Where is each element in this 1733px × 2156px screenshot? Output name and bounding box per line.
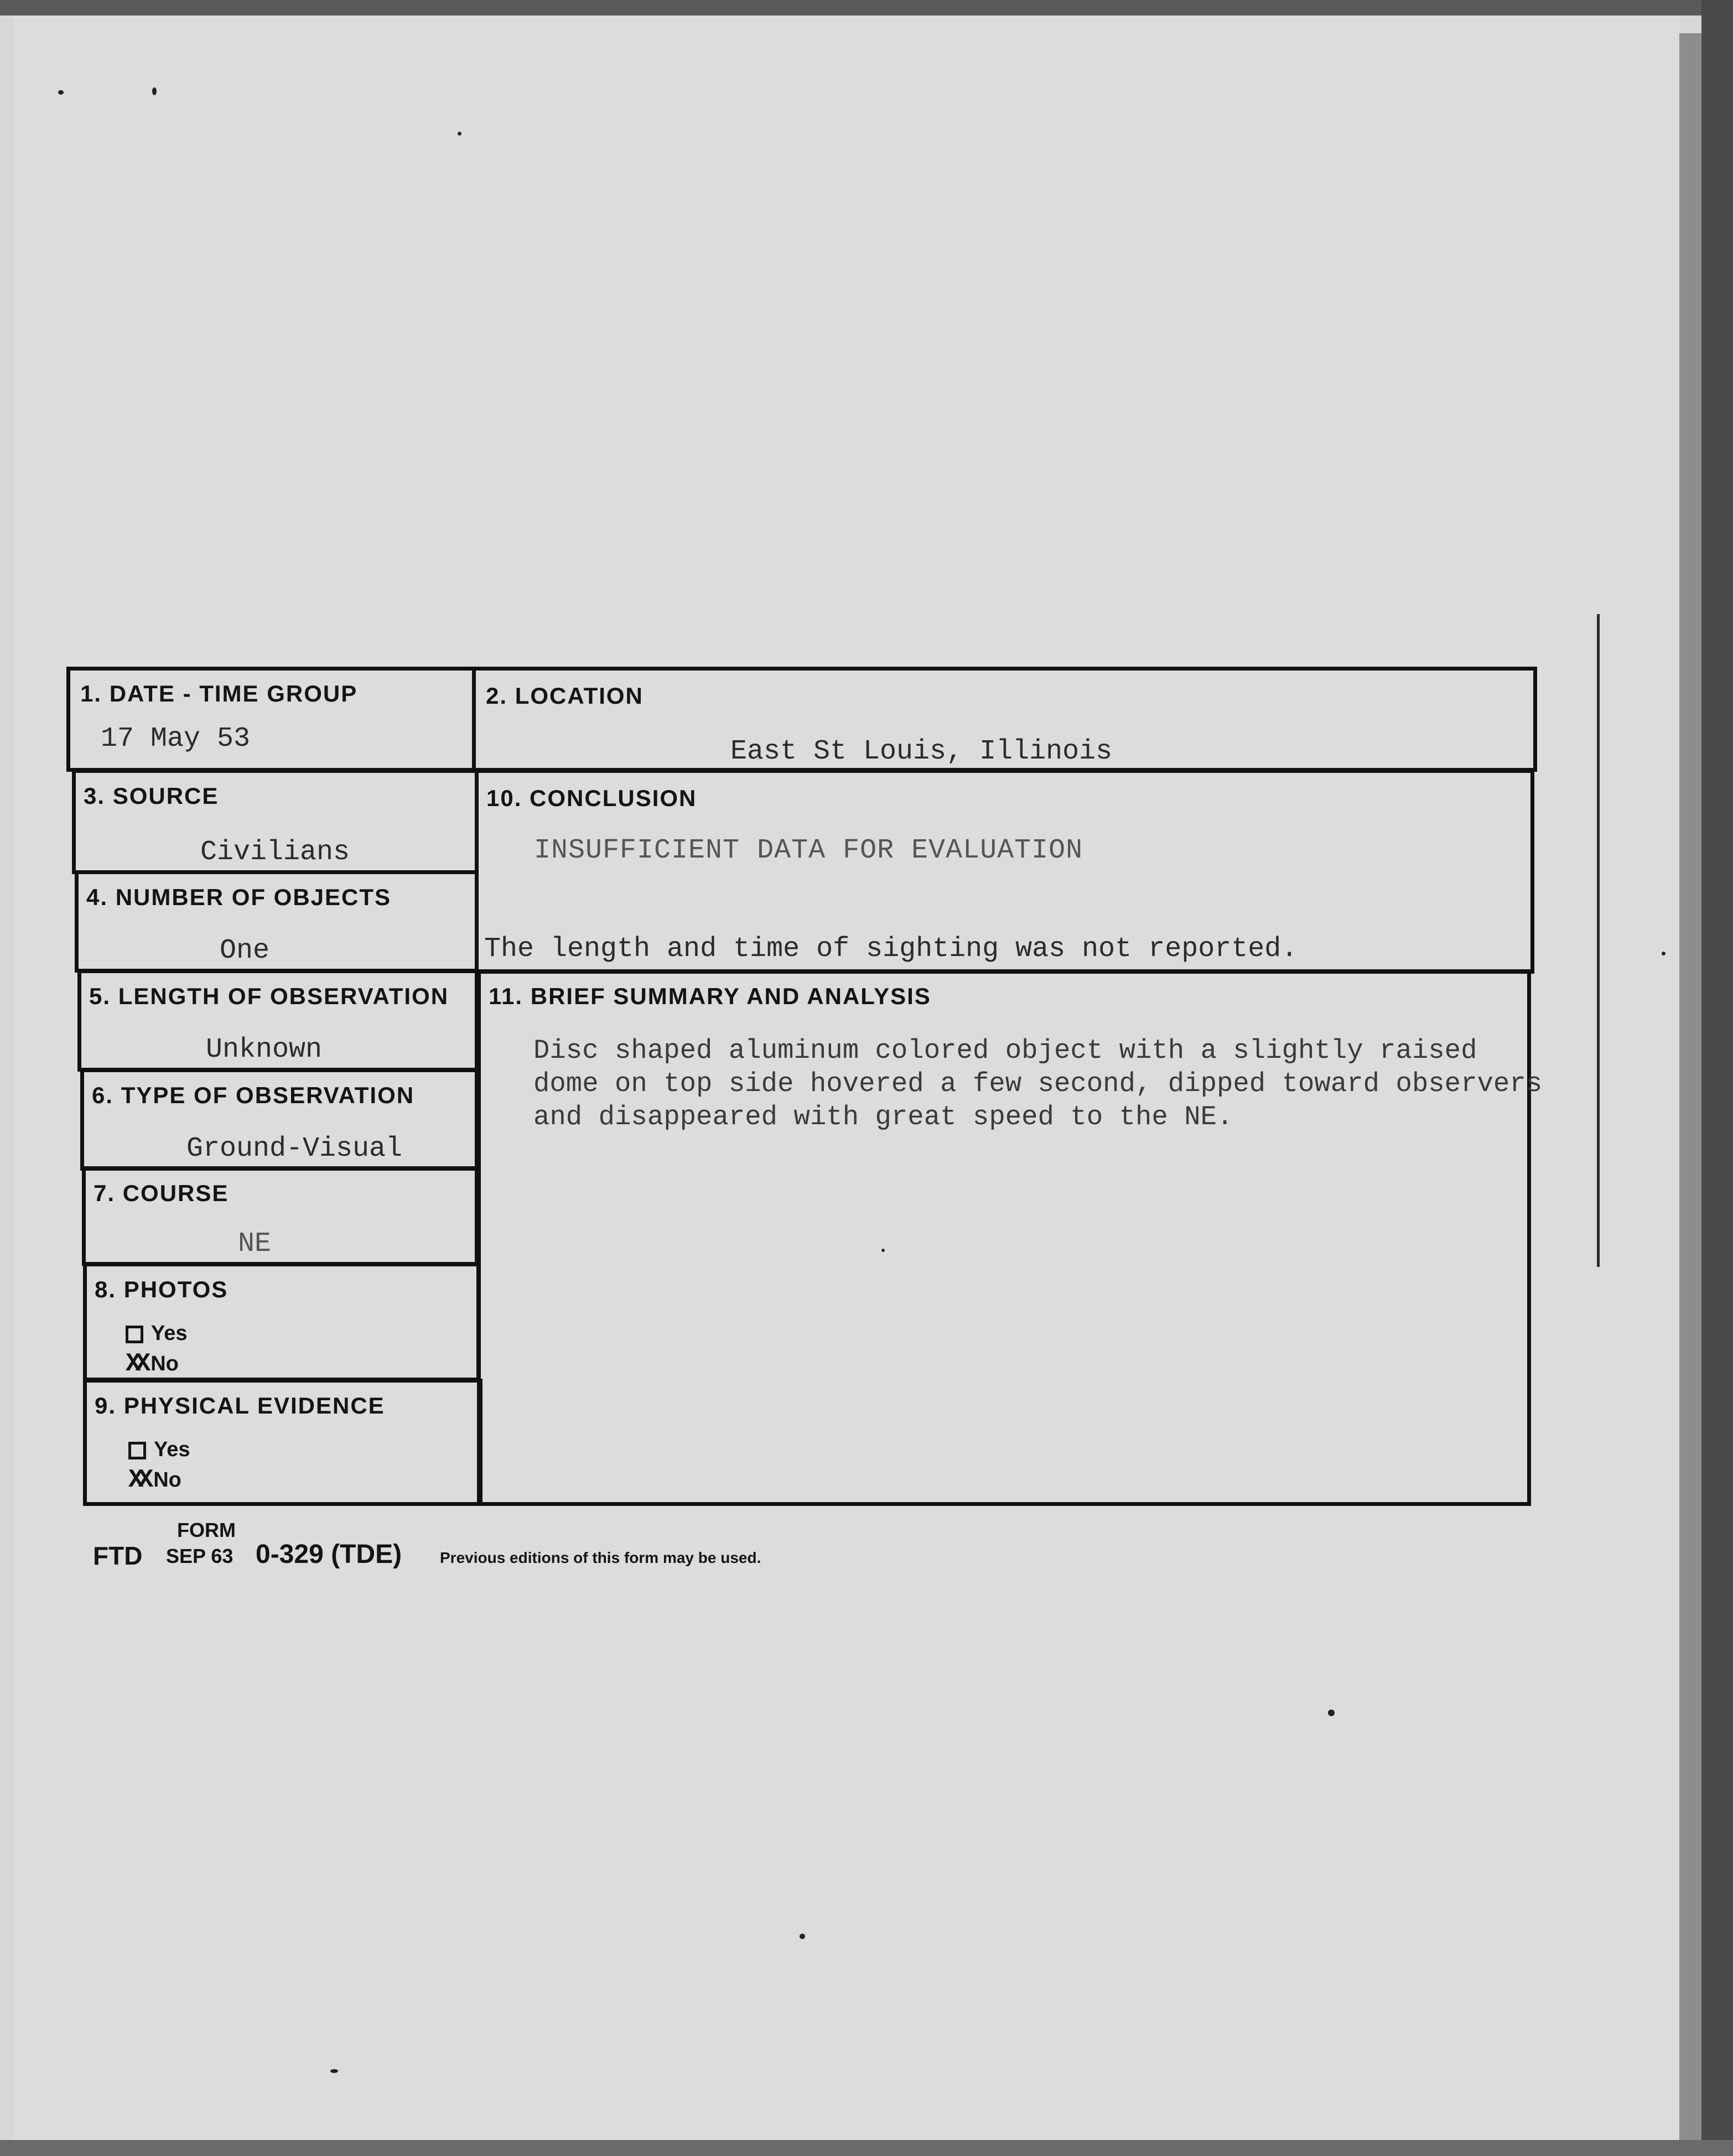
location-cell bbox=[472, 667, 1537, 772]
photos-yes-option[interactable] bbox=[126, 1322, 188, 1345]
length-of-observation-value: Unknown bbox=[206, 1034, 323, 1066]
scan-speck bbox=[881, 1249, 885, 1252]
length-of-observation-cell bbox=[77, 969, 479, 1072]
date-time-group-value: 17 May 53 bbox=[101, 723, 251, 755]
summary-line-3: and disappeared with great speed to the NE. bbox=[533, 1102, 1233, 1132]
summary-cell bbox=[477, 969, 1543, 1506]
scan-speck bbox=[152, 87, 157, 95]
course-value: NE bbox=[238, 1228, 272, 1260]
footer-form-number: 0-329 (TDE) bbox=[256, 1540, 402, 1569]
summary-line-1: Disc shaped aluminum colored object with a slightly raised bbox=[533, 1035, 1477, 1066]
scan-bottom-edge bbox=[0, 2140, 1733, 2156]
type-of-observation-cell bbox=[80, 1068, 479, 1171]
checkbox-icon bbox=[126, 1326, 143, 1343]
physical-evidence-no-mark: XX bbox=[128, 1466, 148, 1494]
conclusion-value: INSUFFICIENT DATA FOR EVALUATION bbox=[534, 835, 1083, 866]
location-value: East St Louis, Illinois bbox=[730, 736, 1113, 767]
scan-speck bbox=[58, 90, 64, 95]
course-label: 7. COURSE bbox=[94, 1180, 229, 1206]
date-time-group-label: 1. DATE - TIME GROUP bbox=[80, 680, 358, 706]
date-time-group-cell bbox=[66, 667, 476, 772]
number-of-objects-label: 4. NUMBER OF OBJECTS bbox=[86, 884, 392, 910]
photos-yes-label: Yes bbox=[151, 1322, 188, 1345]
footer-ftd: FTD bbox=[93, 1541, 143, 1570]
scan-right-edge bbox=[1679, 33, 1701, 2156]
type-of-observation-label: 6. TYPE OF OBSERVATION bbox=[92, 1082, 415, 1108]
length-of-observation-label: 5. LENGTH OF OBSERVATION bbox=[89, 983, 449, 1009]
physical-evidence-yes-label: Yes bbox=[154, 1438, 190, 1461]
summary-line-2: dome on top side hovered a few second, dipped toward observers bbox=[533, 1068, 1543, 1099]
photos-label: 8. PHOTOS bbox=[95, 1276, 229, 1302]
physical-evidence-label: 9. PHYSICAL EVIDENCE bbox=[95, 1393, 385, 1419]
source-label: 3. SOURCE bbox=[84, 783, 219, 809]
source-cell bbox=[72, 769, 479, 874]
footer-form-word: FORM bbox=[177, 1519, 236, 1541]
scan-speck bbox=[458, 132, 461, 136]
number-of-objects-value: One bbox=[220, 935, 270, 967]
scan-top-edge bbox=[0, 0, 1733, 15]
summary-label: 11. BRIEF SUMMARY AND ANALYSIS bbox=[489, 983, 931, 1009]
location-label: 2. LOCATION bbox=[486, 683, 644, 709]
course-cell bbox=[82, 1166, 479, 1266]
scan-speck bbox=[800, 1934, 805, 1939]
conclusion-label: 10. CONCLUSION bbox=[486, 785, 697, 811]
scan-speck bbox=[1662, 952, 1665, 955]
photos-cell bbox=[83, 1263, 480, 1381]
footer-date-code: SEP 63 bbox=[166, 1545, 234, 1567]
physical-evidence-yes-option[interactable] bbox=[128, 1438, 190, 1462]
checkbox-icon bbox=[128, 1442, 146, 1459]
photos-no-option[interactable] bbox=[126, 1349, 179, 1378]
photos-no-label: No bbox=[151, 1352, 179, 1375]
physical-evidence-no-option[interactable] bbox=[128, 1466, 181, 1494]
scan-vertical-line bbox=[1597, 614, 1600, 1267]
physical-evidence-no-label: No bbox=[153, 1468, 181, 1492]
scan-right-border bbox=[1701, 0, 1733, 2156]
scan-speck bbox=[1328, 1710, 1335, 1716]
conclusion-cell bbox=[475, 769, 1534, 974]
physical-evidence-cell bbox=[83, 1379, 482, 1506]
footer-note: Previous editions of this form may be used. bbox=[440, 1549, 761, 1566]
scan-speck bbox=[330, 2069, 338, 2073]
number-of-objects-cell bbox=[75, 870, 479, 973]
type-of-observation-value: Ground-Visual bbox=[186, 1133, 403, 1165]
conclusion-note: The length and time of sighting was not reported. bbox=[484, 933, 1298, 965]
source-value: Civilians bbox=[200, 837, 350, 868]
photos-no-mark: XX bbox=[126, 1349, 146, 1378]
